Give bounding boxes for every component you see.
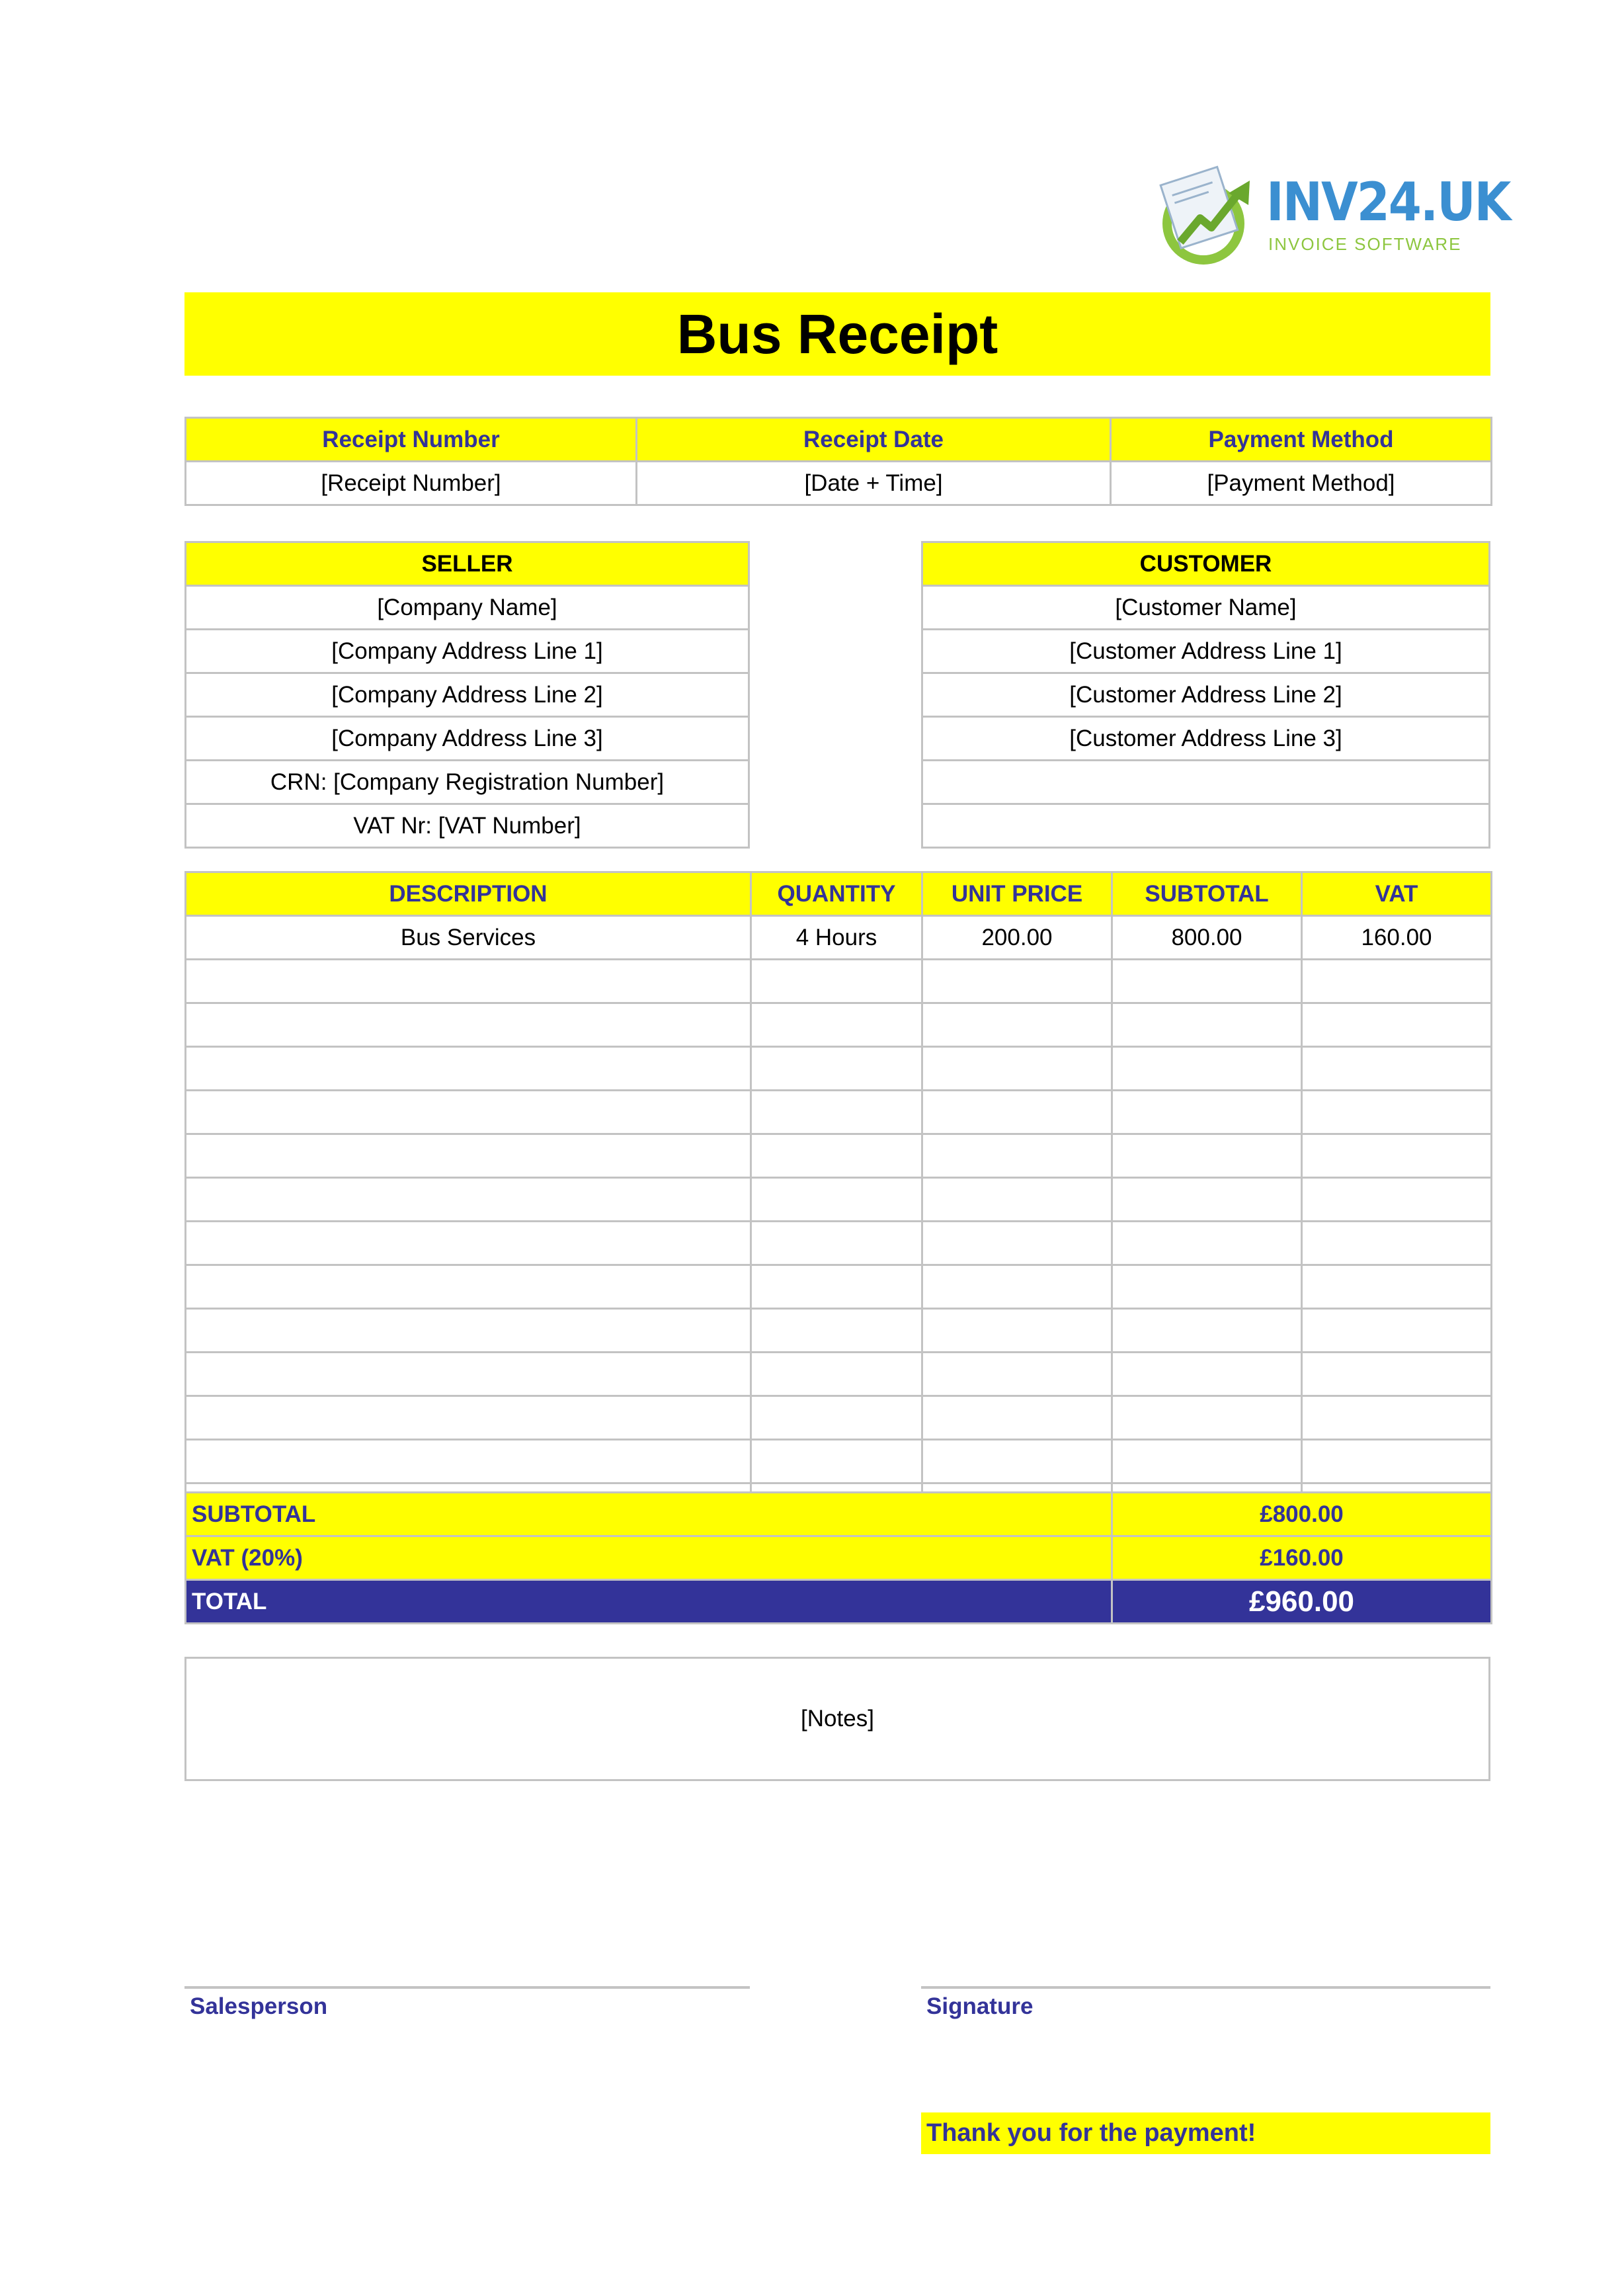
quantity-cell (751, 1309, 922, 1353)
table-row (186, 1309, 1492, 1353)
quantity-cell (751, 1440, 922, 1483)
customer-line (922, 761, 1490, 804)
unit-price-cell (922, 1091, 1112, 1134)
description-cell (186, 1003, 751, 1047)
unit-price-cell (922, 1309, 1112, 1353)
subtotal-cell (1112, 1222, 1302, 1265)
seller-line: CRN: [Company Registration Number] (186, 761, 749, 804)
quantity-cell (751, 960, 922, 1003)
receipt-info-header-row (186, 418, 1492, 462)
logo-name: INV24.UK (1266, 171, 1510, 233)
vat-cell (1302, 1440, 1492, 1483)
table-row (186, 1091, 1492, 1134)
thank-you-banner: Thank you for the payment! (921, 2112, 1490, 2154)
quantity-cell (751, 1178, 922, 1222)
vat-cell: 160.00 (1302, 916, 1492, 960)
notes-box (184, 1657, 1490, 1781)
receipt-info-table (184, 417, 1492, 506)
total-label: TOTAL (186, 1580, 1112, 1624)
customer-line: [Customer Address Line 3] (922, 717, 1490, 761)
subtotal-cell (1112, 960, 1302, 1003)
vat-cell (1302, 1178, 1492, 1222)
unit-price-cell (922, 1265, 1112, 1309)
vat-cell (1302, 1091, 1492, 1134)
items-header-row (186, 872, 1492, 916)
vat-cell (1302, 1265, 1492, 1309)
quantity-cell: 4 Hours (751, 916, 922, 960)
subtotal-cell: 800.00 (1112, 916, 1302, 960)
table-row (186, 1134, 1492, 1178)
unit-price-cell (922, 1047, 1112, 1091)
table-row (186, 1440, 1492, 1483)
quantity-cell (751, 1353, 922, 1396)
subtotal-label: SUBTOTAL (186, 1493, 1112, 1536)
description-cell: Bus Services (186, 916, 751, 960)
payment-method-value: [Payment Method] (1111, 462, 1492, 505)
description-cell (186, 1396, 751, 1440)
unit-price-cell (922, 1440, 1112, 1483)
unit-price-cell (922, 1003, 1112, 1047)
document-title: Bus Receipt (676, 302, 998, 365)
table-row (186, 1222, 1492, 1265)
logo-tagline: INVOICE SOFTWARE (1268, 234, 1462, 254)
description-cell (186, 1134, 751, 1178)
company-logo (1151, 164, 1510, 270)
items-table (184, 871, 1492, 1528)
signature-line (921, 1986, 1490, 1989)
title-bar (184, 292, 1490, 376)
description-cell (186, 1309, 751, 1353)
subtotal-cell (1112, 1353, 1302, 1396)
table-row (186, 1396, 1492, 1440)
seller-line: [Company Name] (186, 586, 749, 630)
notes-text: [Notes] (801, 1706, 874, 1732)
description-cell (186, 1265, 751, 1309)
subtotal-value: £800.00 (1112, 1493, 1492, 1536)
vat-cell (1302, 1353, 1492, 1396)
subtotal-cell (1112, 1091, 1302, 1134)
description-cell (186, 1047, 751, 1091)
vat-cell (1302, 1396, 1492, 1440)
subtotal-cell (1112, 1396, 1302, 1440)
table-row (186, 1003, 1492, 1047)
total-row (186, 1580, 1492, 1624)
subtotal-cell (1112, 1265, 1302, 1309)
subtotal-cell (1112, 1178, 1302, 1222)
customer-header: CUSTOMER (922, 542, 1490, 586)
vat-cell (1302, 1134, 1492, 1178)
table-row (186, 916, 1492, 960)
subtotal-cell (1112, 1440, 1302, 1483)
customer-table (921, 541, 1490, 849)
quantity-cell (751, 1003, 922, 1047)
subtotal-cell (1112, 1047, 1302, 1091)
quantity-cell (751, 1265, 922, 1309)
unit-price-cell: 200.00 (922, 916, 1112, 960)
seller-line: [Company Address Line 3] (186, 717, 749, 761)
description-cell (186, 1222, 751, 1265)
description-cell (186, 960, 751, 1003)
table-row (186, 1353, 1492, 1396)
table-row (186, 960, 1492, 1003)
quantity-cell (751, 1047, 922, 1091)
payment-method-header: Payment Method (1111, 418, 1492, 462)
description-cell (186, 1440, 751, 1483)
quantity-cell (751, 1091, 922, 1134)
subtotal-cell (1112, 1003, 1302, 1047)
unit-price-cell (922, 1353, 1112, 1396)
customer-line: [Customer Address Line 2] (922, 673, 1490, 717)
signature-label: Signature (926, 1993, 1034, 2019)
vat-cell (1302, 1222, 1492, 1265)
quantity-header: QUANTITY (751, 872, 922, 916)
totals-table (184, 1491, 1492, 1624)
unit-price-cell (922, 1178, 1112, 1222)
logo-icon (1151, 164, 1266, 270)
customer-line (922, 804, 1490, 848)
description-cell (186, 1091, 751, 1134)
seller-line: [Company Address Line 1] (186, 630, 749, 673)
receipt-info-value-row (186, 462, 1492, 505)
seller-line: VAT Nr: [VAT Number] (186, 804, 749, 848)
vat-row (186, 1536, 1492, 1580)
subtotal-header: SUBTOTAL (1112, 872, 1302, 916)
receipt-number-value: [Receipt Number] (186, 462, 637, 505)
table-row (186, 1265, 1492, 1309)
seller-table (184, 541, 750, 849)
description-header: DESCRIPTION (186, 872, 751, 916)
description-cell (186, 1353, 751, 1396)
vat-label: VAT (20%) (186, 1536, 1112, 1580)
unit-price-cell (922, 960, 1112, 1003)
seller-line: [Company Address Line 2] (186, 673, 749, 717)
subtotal-cell (1112, 1309, 1302, 1353)
table-row (186, 1047, 1492, 1091)
table-row (186, 1178, 1492, 1222)
receipt-date-value: [Date + Time] (637, 462, 1111, 505)
unit-price-cell (922, 1396, 1112, 1440)
seller-header: SELLER (186, 542, 749, 586)
vat-cell (1302, 960, 1492, 1003)
customer-line: [Customer Address Line 1] (922, 630, 1490, 673)
quantity-cell (751, 1396, 922, 1440)
vat-cell (1302, 1003, 1492, 1047)
receipt-date-header: Receipt Date (637, 418, 1111, 462)
vat-value: £160.00 (1112, 1536, 1492, 1580)
vat-header: VAT (1302, 872, 1492, 916)
unit-price-cell (922, 1222, 1112, 1265)
quantity-cell (751, 1134, 922, 1178)
description-cell (186, 1178, 751, 1222)
salesperson-label: Salesperson (190, 1993, 328, 2019)
salesperson-line (184, 1986, 750, 1989)
subtotal-cell (1112, 1134, 1302, 1178)
receipt-number-header: Receipt Number (186, 418, 637, 462)
unit-price-cell (922, 1134, 1112, 1178)
subtotal-row (186, 1493, 1492, 1536)
customer-line: [Customer Name] (922, 586, 1490, 630)
vat-cell (1302, 1047, 1492, 1091)
total-value: £960.00 (1112, 1580, 1492, 1624)
quantity-cell (751, 1222, 922, 1265)
vat-cell (1302, 1309, 1492, 1353)
unit-price-header: UNIT PRICE (922, 872, 1112, 916)
